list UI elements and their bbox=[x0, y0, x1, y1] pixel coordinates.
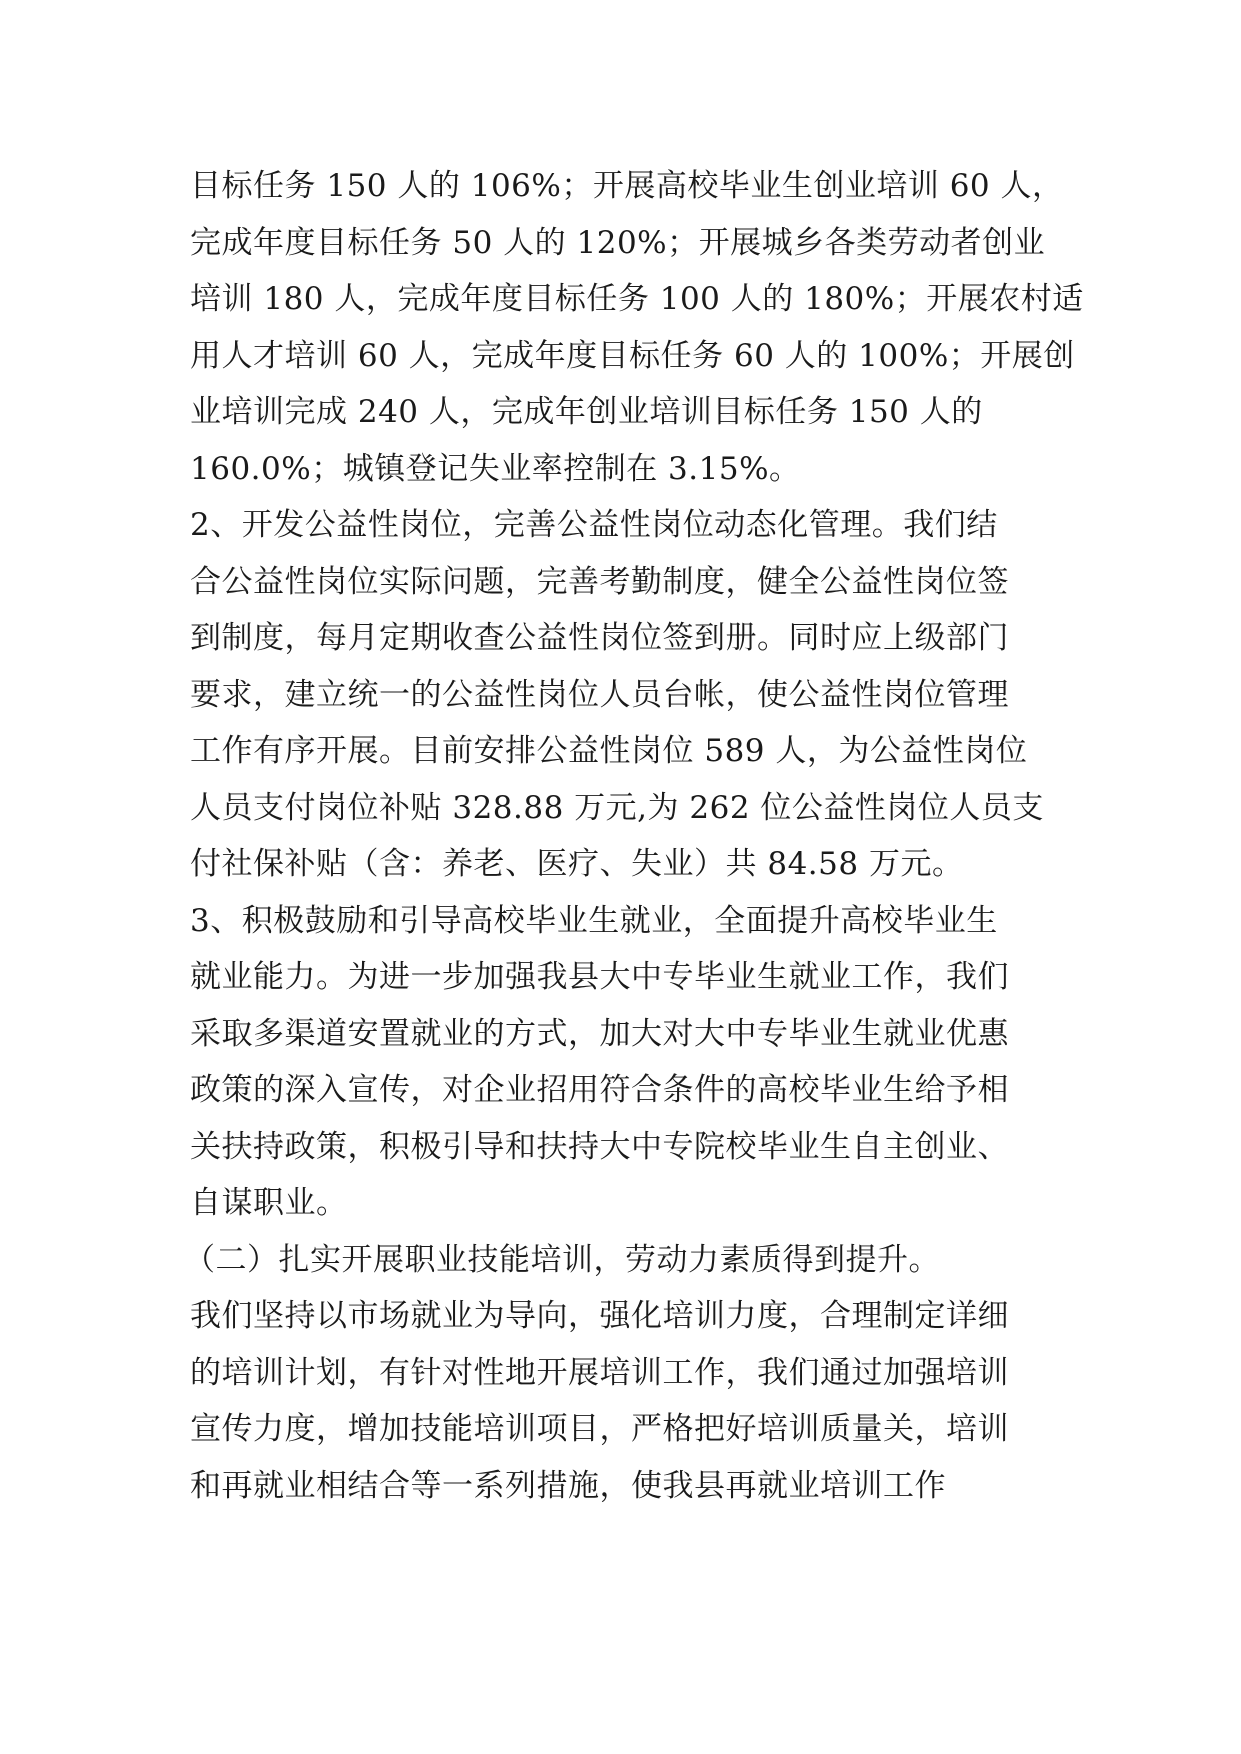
text-line: 要求，建立统一的公益性岗位人员台帐，使公益性岗位管理 bbox=[190, 676, 1009, 713]
text-line: 和再就业相结合等一系列措施，使我县再就业培训工作 bbox=[190, 1467, 946, 1504]
text-line: 160.0%；城镇登记失业率控制在 3.15%。 bbox=[190, 450, 801, 487]
text-line: 目标任务 150 人的 106%；开展高校毕业生创业培训 60 人， bbox=[190, 168, 1064, 204]
text-line: 到制度，每月定期收查公益性岗位签到册。同时应上级部门 bbox=[190, 620, 1009, 656]
text-line: 合公益性岗位实际问题，完善考勤制度，健全公益性岗位签 bbox=[190, 563, 1009, 600]
text-line: 自谋职业。 bbox=[190, 1185, 348, 1221]
text-line: 宣传力度，增加技能培训项目，严格把好培训质量关，培训 bbox=[190, 1411, 1009, 1447]
text-line: 培训 180 人，完成年度目标任务 100 人的 180%；开展农村适 bbox=[190, 281, 1084, 317]
text-line: 的培训计划，有针对性地开展培训工作，我们通过加强培训 bbox=[190, 1354, 1009, 1391]
text-line: 3、积极鼓励和引导高校毕业生就业，全面提升高校毕业生 bbox=[190, 902, 998, 939]
text-line: 政策的深入宣传，对企业招用符合条件的高校毕业生给予相 bbox=[190, 1072, 1009, 1108]
text-line: 业培训完成 240 人，完成年创业培训目标任务 150 人的 bbox=[190, 394, 983, 430]
text-line: 付社保补贴（含：养老、医疗、失业）共 84.58 万元。 bbox=[190, 846, 964, 882]
text-line: 采取多渠道安置就业的方式，加大对大中专毕业生就业优惠 bbox=[190, 1015, 1009, 1052]
section-heading: （二）扎实开展职业技能培训，劳动力素质得到提升。 bbox=[184, 1241, 940, 1278]
body-text bbox=[184, 158, 1084, 1514]
text-line: 人员支付岗位补贴 328.88 万元,为 262 位公益性岗位人员支 bbox=[190, 789, 1044, 826]
text-line: 完成年度目标任务 50 人的 120%；开展城乡各类劳动者创业 bbox=[190, 224, 1046, 261]
text-line: 我们坚持以市场就业为导向，强化培训力度，合理制定详细 bbox=[190, 1298, 1009, 1334]
text-line: 用人才培训 60 人，完成年度目标任务 60 人的 100%；开展创 bbox=[190, 337, 1075, 374]
text-line: 关扶持政策，积极引导和扶持大中专院校毕业生自主创业、 bbox=[190, 1128, 1009, 1165]
text-line: 2、开发公益性岗位，完善公益性岗位动态化管理。我们结 bbox=[190, 507, 998, 543]
text-line: 就业能力。为进一步加强我县大中专毕业生就业工作，我们 bbox=[190, 959, 1009, 995]
text-line: 工作有序开展。目前安排公益性岗位 589 人，为公益性岗位 bbox=[190, 733, 1028, 769]
